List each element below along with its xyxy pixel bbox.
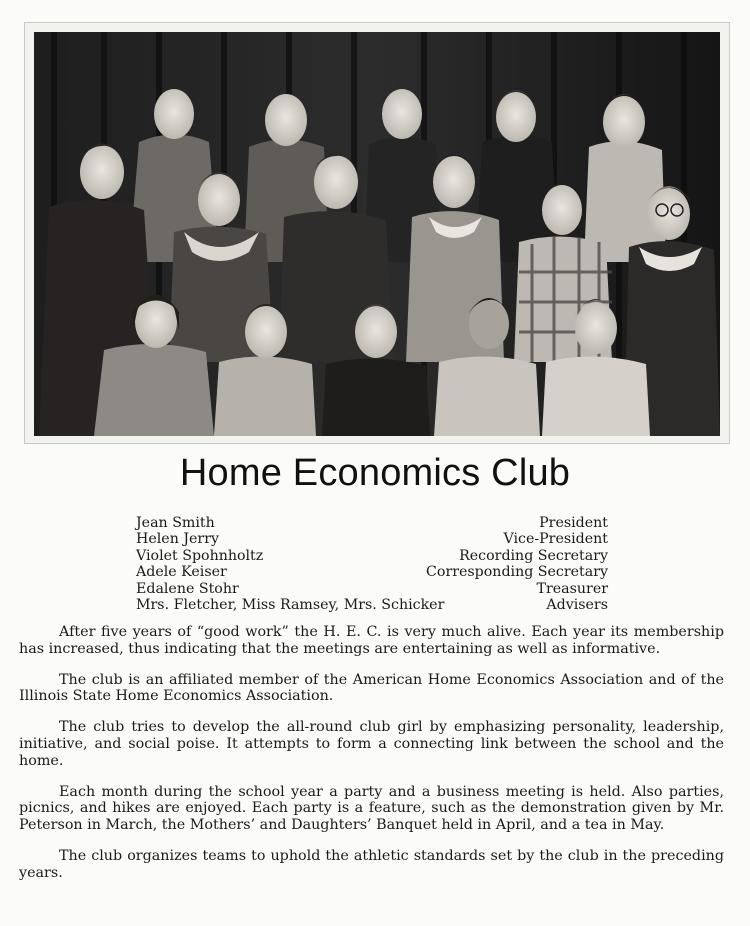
paragraph: Each month during the school year a party and a business meeting is held. Also parties, picnics, and hikes are enjoyed. Each party is a feature, such as the demonstration given by Mr. Peterson in March, the Mothers’ and Daughters’ Banquet held in April, and a tea in May. bbox=[19, 783, 724, 833]
officer-name: Adele Keiser bbox=[136, 564, 227, 581]
officer-role: Recording Secretary bbox=[459, 547, 608, 564]
officer-role: Treasurer bbox=[536, 580, 608, 597]
officer-row bbox=[136, 515, 608, 531]
officer-list bbox=[136, 515, 608, 613]
body-text bbox=[19, 624, 724, 896]
group-photo bbox=[34, 32, 720, 436]
officer-name: Mrs. Fletcher, Miss Ramsey, Mrs. Schicker bbox=[136, 597, 445, 614]
officer-name: Violet Spohnholtz bbox=[136, 547, 264, 564]
officer-role: President bbox=[539, 515, 608, 531]
officer-name: Edalene Stohr bbox=[136, 580, 239, 597]
officer-name: Jean Smith bbox=[136, 515, 215, 531]
officer-row bbox=[136, 581, 608, 597]
officer-role: Vice-President bbox=[503, 531, 608, 548]
paragraph: The club is an affiliated member of the American Home Economics Association and of the Illinois State Home Economics Association. bbox=[19, 671, 724, 705]
paragraph: The club organizes teams to uphold the athletic standards set by the club in the preceding years. bbox=[19, 847, 724, 881]
officer-name: Helen Jerry bbox=[136, 531, 220, 548]
officer-row bbox=[136, 548, 608, 564]
paragraph: The club tries to develop the all-round club girl by emphasizing personality, leadership, initiative, and social poise. It attempts to form a connecting link between the school and the home. bbox=[19, 719, 724, 769]
paragraph: After five years of “good work” the H. E. C. is very much alive. Each year its membership has increased, thus indicating that the meetings are entertaining as well as informative. bbox=[19, 624, 724, 657]
officer-row bbox=[136, 531, 608, 547]
officer-role: Advisers bbox=[546, 597, 608, 614]
officer-row bbox=[136, 564, 608, 580]
officer-row bbox=[136, 597, 608, 613]
officer-role: Corresponding Secretary bbox=[426, 564, 608, 581]
page-title: Home Economics Club bbox=[179, 452, 571, 494]
